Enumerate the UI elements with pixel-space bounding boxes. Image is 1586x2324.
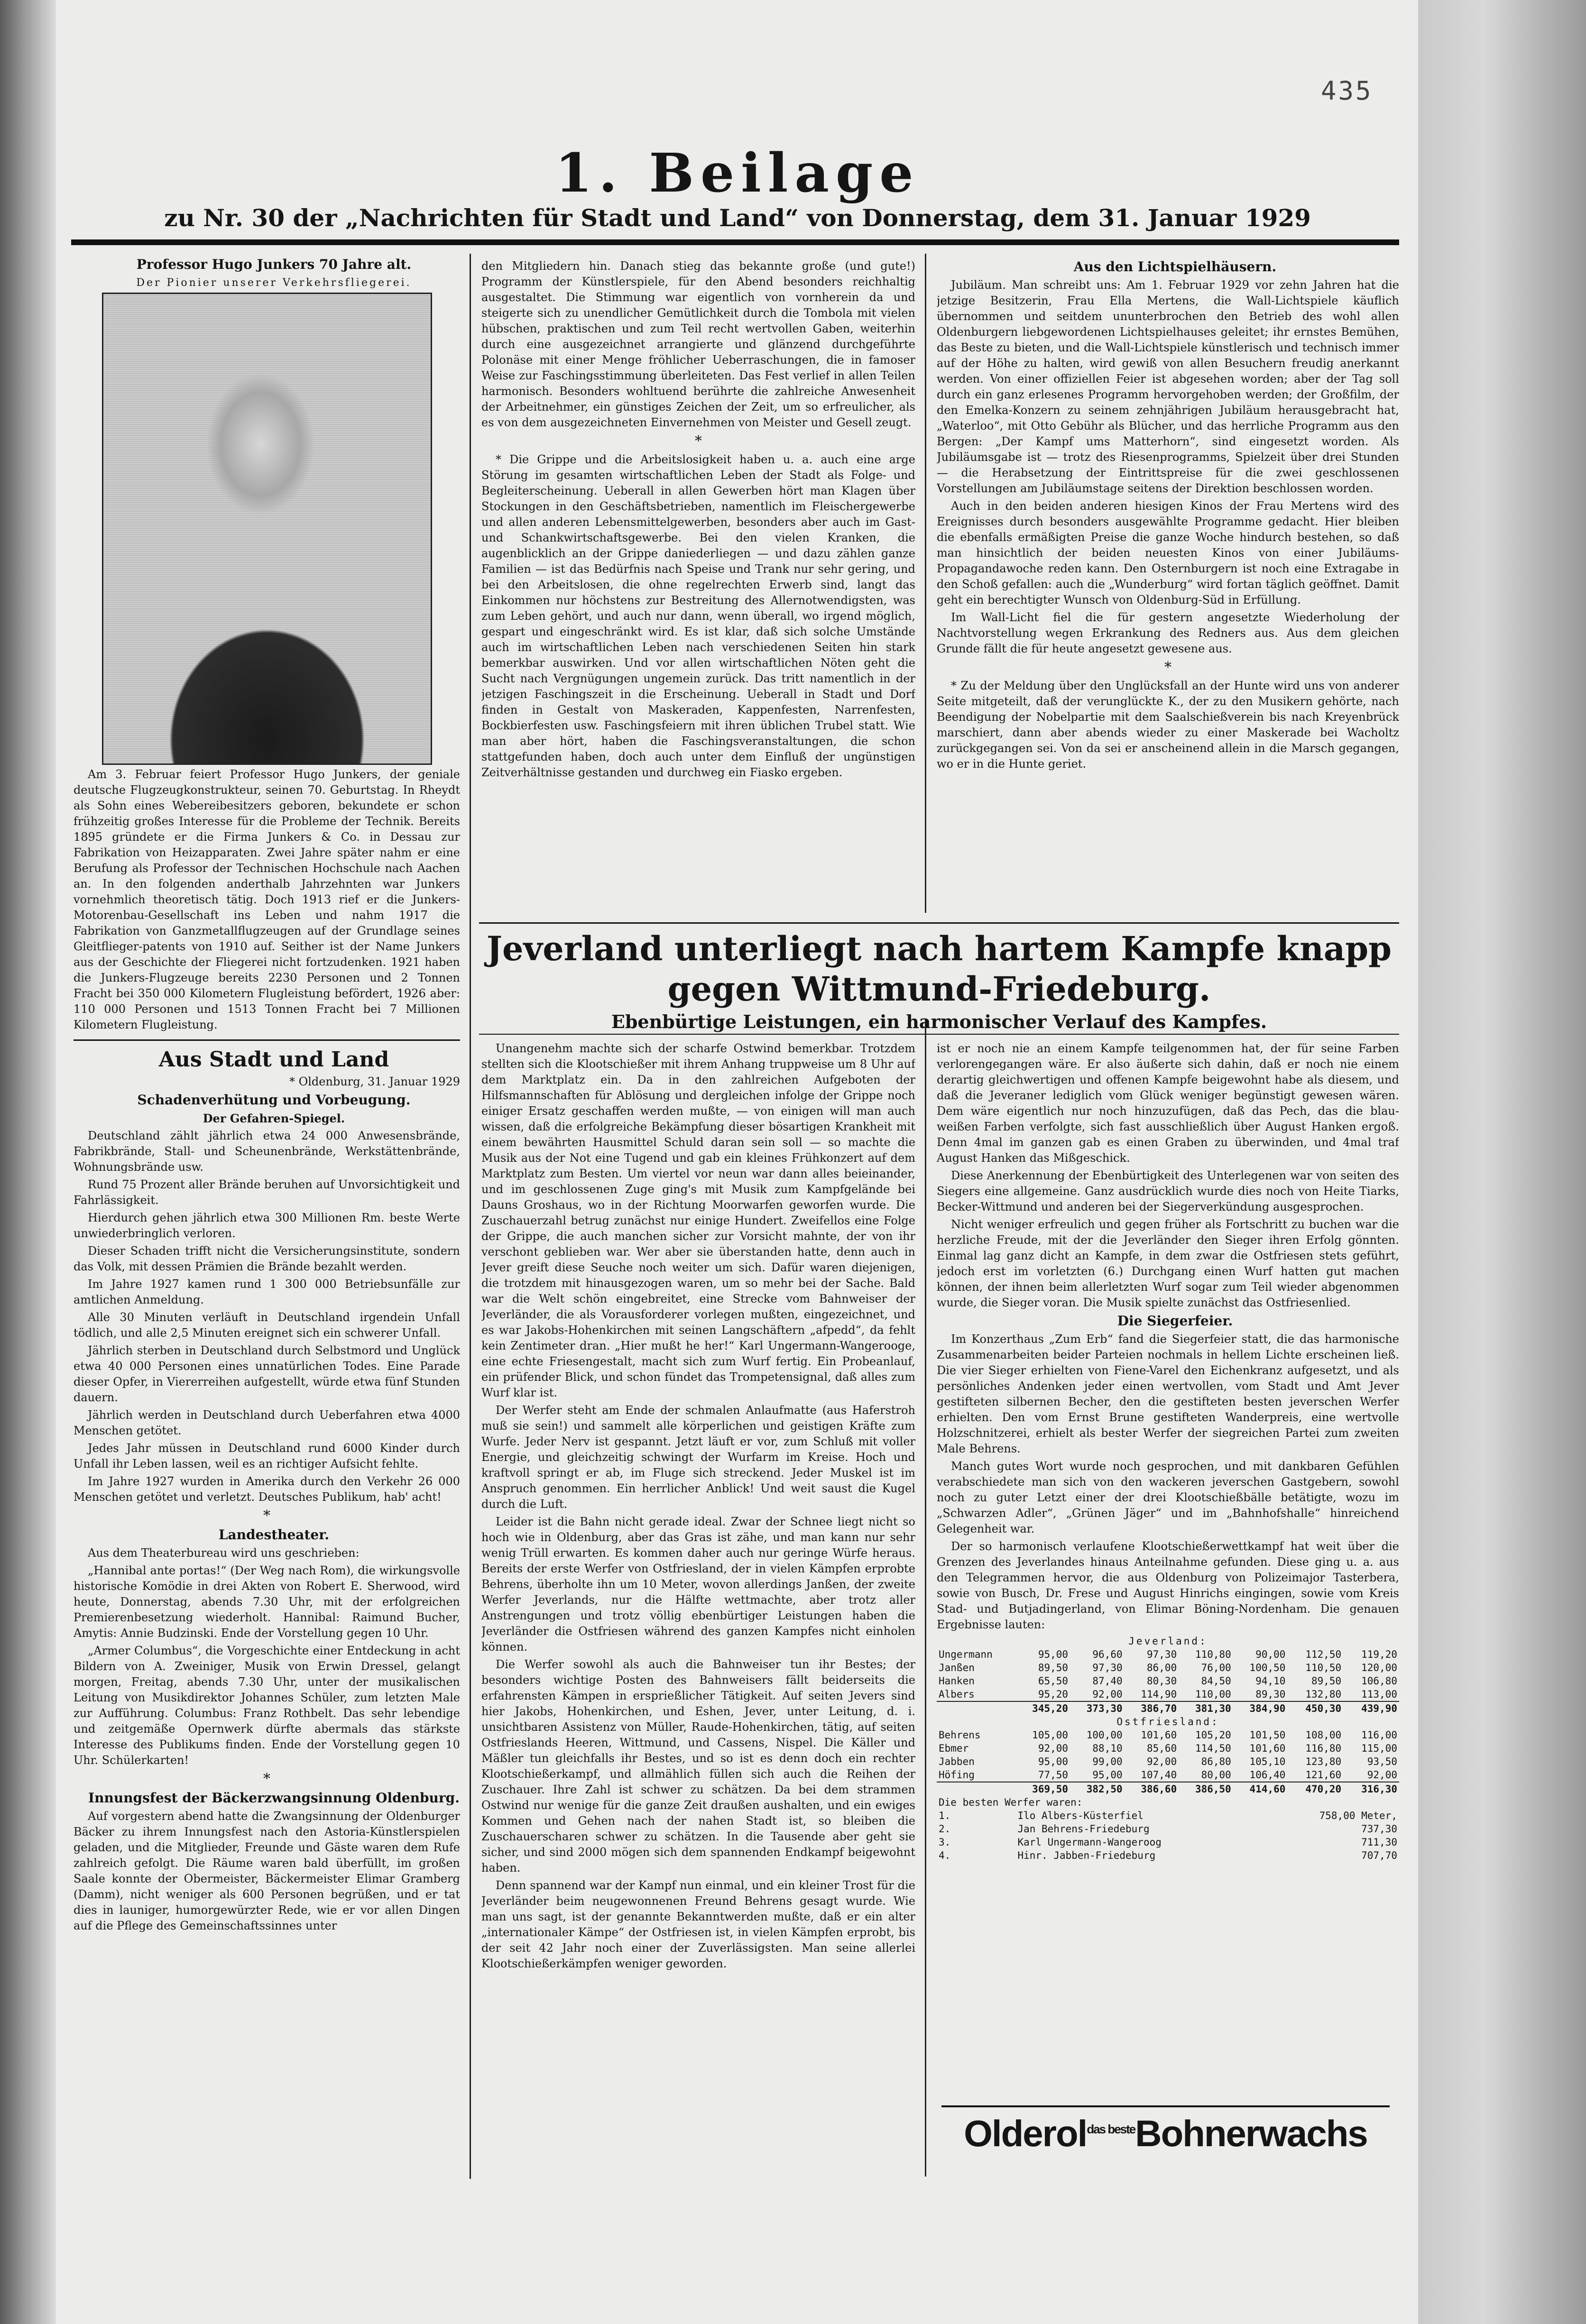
jever-team-label: Jeverland: <box>1128 1635 1208 1647</box>
schaden-paragraph: Jedes Jahr müssen in Deutschland rund 6000 Kinder durch Unfall ihr Leben lassen, weil es an richtiger Aufsicht fehlte. <box>74 1442 460 1470</box>
junkers-text: Am 3. Februar feiert Professor Hugo Junkers, der geniale deutsche Flugzeugkonstrukteur, seinen 70. Geburtstag. In Rheydt als Sohn eines Webereibesitzers geboren, bekundete er schon frühzeitig großes Interesse für die Probleme der Technik. Bereits 1895 gründete er die Firma Junkers & Co. in Dessau zur Fabrikation von Heizapparaten. Zwei Jahre später nahm er eine Berufung als Professor der Technischen Hochschule nach Aachen an. In den folgenden anderthalb Jahrzehnten war Junkers vornehmlich theoretisch tätig. Doch 1913 rief er die Junkers-Motorenbau-Gesellschaft ins Leben und nahm 1917 die Fabrikation von Ganzmetallflugzeugen auf der Grundlage seines Gleitflieger-patents von 1910 auf. Seither ist der Name Junkers aus der Geschichte der Fliegerei nicht fortzudenken. 1921 haben die Junkers-Flugzeuge bereits 2230 Personen und 2 Tonnen Fracht bei 350 000 Kilometern Flugleistung befördert, 1926 aber: 110 000 Personen und 1513 Tonnen Fracht bei 7 Millionen Kilometern Flugleistung. <box>74 768 460 1031</box>
lichtspiel-headline: Aus den Lichtspielhäusern. <box>1073 259 1277 275</box>
results-sum-row: 369,50 382,50 386,60 386,50 414,60 470,20 316,30 <box>937 1782 1399 1796</box>
schaden-subheadline: Der Gefahren-Spiegel. <box>203 1111 345 1125</box>
column-rule <box>925 254 926 913</box>
schaden-paragraph: Jährlich sterben in Deutschland durch Selbstmord und Unglück etwa 40 000 Personen eines unnatürlichen Todes. Eine Parade dieser Opfer, in Viererreihen aufgestellt, würde etwa fünf Stunden dauern. <box>74 1344 460 1404</box>
hunte-paragraph: * Zu der Meldung über den Unglücksfall an der Hunte wird uns von anderer Seite mitgeteilt, daß der verunglückte K., der zu den Musikern gehörte, nach Beendigung der Nobelpartie mit dem Saalschießverein bis nach Kreyenbrück marschiert, dann aber abends wieder zu einer Maskerade bei Wacholtz zurückgegangen sei. Von da sei er anscheinend allein in die Marsch gegangen, wo er in die Hunte geriet. <box>937 679 1399 771</box>
best-thrower-row: 4. Hinr. Jabben-Friedeburg 707,70 <box>939 1850 1397 1861</box>
section-rule <box>479 922 1399 924</box>
separator-star: * <box>263 1507 270 1524</box>
best-thrower-row: 2. Jan Behrens-Friedeburg 737,30 <box>939 1823 1397 1835</box>
theater-paragraph: „Armer Columbus“, die Vorgeschichte einer Entdeckung in acht Bildern von A. Zweiniger, Musik von Erwin Dressel, gelangt morgen, Freitag, abends 7.30 Uhr, unter der musikalischen Leitung von Musikdirektor Johannes Schüler, zum letzten Male zur Aufführung. Columbus: Franz Rothbelt. Das sehr lebendige und zeitgemäße Opernwerk dürfte abermals das stärkste Interesse des Publikums finden. Ende der Vorstellung gegen 10 Uhr. Schülerkarten! <box>74 1644 460 1767</box>
stadt-land-headline: Aus Stadt und Land <box>158 1047 389 1072</box>
adjacent-page-edge <box>1416 0 1586 2324</box>
schaden-paragraph: Hierdurch gehen jährlich etwa 300 Millionen Rm. beste Werte unwiederbringlich verloren. <box>74 1211 460 1240</box>
siegerfeier-headline: Die Siegerfeier. <box>1117 1313 1233 1329</box>
results-row: Jabben 95,00 99,00 92,00 86,80 105,10 123,80 93,50 <box>939 1756 1397 1767</box>
section-rule <box>74 1039 460 1041</box>
schaden-paragraph: Jährlich werden in Deutschland durch Ueberfahren etwa 4000 Menschen getötet. <box>74 1408 460 1437</box>
middle-upper-column <box>481 258 915 920</box>
header-rule <box>71 239 1399 245</box>
siegerfeier-paragraph: Im Konzerthaus „Zum Erb“ fand die Siegerfeier statt, die das harmonische Zusammenarbeiten beider Parteien nochmals in hellem Lichte erscheinen ließ. Die vier Sieger erhielten von Fiene-Varel den Eichenkranz aufgesetzt, und als persönliches Andenken jeder einen wertvollen, vom Stadt und Amt Jever gestifteten silbernen Becher, den die gestifteten besten jeverschen Werfer erhielten. Den vom Ernst Brune gestifteten Wanderpreis, eine wertvolle Holzschnitzerei, erhielt als bester Werfer der siegreichen Partei zum zweiten Male Behrens. <box>937 1332 1399 1455</box>
scan-margin <box>0 0 56 2324</box>
kloot-deck: Ebenbürtige Leistungen, ein harmonischer Verlauf des Kampfes. <box>611 1011 1267 1032</box>
schaden-paragraph: Im Jahre 1927 wurden in Amerika durch den Verkehr 26 000 Menschen getötet und verletzt. Deutsches Publikum, hab' acht! <box>74 1475 460 1504</box>
page-number: 435 <box>1321 76 1373 106</box>
separator-star: * <box>263 1771 270 1787</box>
kloot-paragraph: Nicht weniger erfreulich und gegen früher als Fortschritt zu buchen war die herzliche Freude, mit der die Jeverländer den Sieger ihren Erfolg gönnten. Einmal lag ganz dicht an Kampfe, in dem zwar die Ostfriesen stets geführt, jedoch erst im vorletzten (6.) Durchgang einen Wurf hatten gut machen können, der ihnen beim allerletzten Wurf sogar zum Teil wieder abgenommen wurde, die Sieger voran. Die Musik spielte zunächst das Ostfriesenlied. <box>937 1218 1399 1309</box>
kloot-paragraph: ist er noch nie an einem Kampfe teilgenommen hat, der für seine Farben verlorengegangen wäre. Er also äußerte sich dahin, daß er noch nie einem derartig gleichwertigen und offenen Kampfe beigewohnt habe als diesem, und daß die Jeveraner lediglich vom Glück weniger begünstigt gewesen wären. Dem wäre eigentlich nur noch hinzuzufügen, daß das Pech, das die blau-weißen Farben verfolgte, sich fast ausschließlich über August Hanken ergoß. Denn 4mal im ganzen gab es einen Graben zu überwinden, und 4mal traf August Hanken das Mißgeschick. <box>937 1042 1399 1165</box>
siegerfeier-paragraph: Der so harmonisch verlaufene Klootschießerwettkampf hat weit über die Grenzen des Jeverlandes hinaus Anteilnahme gefunden. Diese ging u. a. aus den Telegrammen hervor, die aus Oldenburg von Polizeimajor Tasterbera, sowie von Busch, Dr. Frese und August Hinrichs eingingen, sowie vom Kreis Stad- und Butjadingerland, von Elimar Böning-Nordenham. Die genauen Ergebnisse lauten: <box>937 1540 1399 1631</box>
schaden-headline: Schadenverhütung und Vorbeugung. <box>137 1092 411 1108</box>
innung-headline: Innungsfest der Bäckerzwangsinnung Oldenburg. <box>88 1790 460 1806</box>
theater-headline: Landestheater. <box>218 1527 330 1543</box>
left-column <box>74 256 460 2186</box>
best-thrower-row: 1. Ilo Albers-Küsterfiel 758,00 Meter, <box>939 1810 1397 1821</box>
ad-tagline: das beste <box>1087 2122 1135 2136</box>
junkers-headline: Professor Hugo Junkers 70 Jahre alt. <box>136 257 412 272</box>
theater-paragraph: „Hannibal ante portas!“ (Der Weg nach Rom), die wirkungsvolle historische Komödie in drei Akten von Robert E. Sherwood, wird heute, Donnerstag, abends 7.30 Uhr, mit der erfolgreichen Premierenbesetzung wiederholt. Hannibal: Raimund Bucher, Amytis: Annie Budzinski. Ende der Vorstellung gegen 10 Uhr. <box>74 1564 460 1640</box>
right-upper-column <box>937 258 1399 918</box>
theater-paragraph: Aus dem Theaterbureau wird uns geschrieben: <box>88 1546 360 1560</box>
results-row: Behrens 105,00 100,00 101,60 105,20 101,50 108,00 116,00 <box>939 1729 1397 1741</box>
schaden-paragraph: Rund 75 Prozent aller Brände beruhen auf Unvorsichtigkeit und Fahrlässigkeit. <box>74 1178 460 1207</box>
dateline: * Oldenburg, 31. Januar 1929 <box>289 1075 460 1088</box>
results-row: Albers 95,20 92,00 114,90 110,00 89,30 132,80 113,00 <box>939 1689 1397 1700</box>
section-rule <box>479 1034 1399 1035</box>
column-rule <box>925 1020 926 2177</box>
kloot-right-column <box>937 1041 1399 2084</box>
separator-star: * <box>1164 659 1171 676</box>
best-throwers-label: Die besten Werfer waren: <box>939 1797 1083 1808</box>
schaden-paragraph: Alle 30 Minuten verläuft in Deutschland irgendein Unfall tödlich, und alle 2,5 Minuten ereignet sich ein schwerer Unfall. <box>74 1311 460 1340</box>
grippe-paragraph: * Die Grippe und die Arbeitslosigkeit haben u. a. auch eine arge Störung im gesamten wirtschaftlichen Leben der Stadt als Folge- und Begleiterscheinung. Ueberall in allen Gewerben hört man Klagen über Stockungen in den Geschäftsbetrieben, namentlich im Fleischergewerbe und allen anderen Lebensmittelgewerben, besonders aber auch im Gast- und Schankwirtschaftsgewerbe. Bei den vielen Kranken, die augenblicklich an der Grippe daniederliegen — und dazu zählen ganze Familien — ist das Bedürfnis nach Speise und Trank nur sehr gering, und bei den Arbeitslosen, die ohne regelrechten Erwerb sind, langt das Einkommen nur höchstens zur Bestreitung des Allernotwendigsten, was zum Leben gehört, und auch nur dann, wenn überall, wo irgend möglich, gespart und eingeschränkt wird. Es ist klar, daß sich solche Umstände auch im wirtschaftlichen Leben nach verschiedenen Seiten hin stark bemerkbar auswirken. Und vor allen wirtschaftlichen Nöten geht die Sucht nach Vergnügungen ungemein zurück. Das tritt namentlich in der jetzigen Faschingszeit in die Erscheinung. Ueberall in Stadt und Dorf finden in Gestalt von Maskeraden, Kappenfesten, Narrenfesten, Bockbierfesten usw. Faschingsfeiern mit ihren üblichen Trubel statt. Wie man aber hört, haben die Faschingsveranstaltungen, die schon stattgefunden haben, doch auch unter dem Einfluß der ungünstigen Zeitverhältnisse gestanden und durchweg ein Fiasko ergeben. <box>481 453 915 779</box>
column-rule <box>470 254 471 2179</box>
lichtspiel-paragraph: Auch in den beiden anderen hiesigen Kinos der Frau Mertens wird des Ereignisses durch besonders ausgewählte Programme gedacht. Hier bleiben die ebenfalls ermäßigten Preise die ganze Woche hindurch bestehen, so daß man hinsichtlich der beiden neuesten Kinos von einer Jubiläums-Propagandawoche reden kann. Den Osternburgern ist noch eine Extragabe in den Schoß gefallen: auch die „Wunderburg“ wird fortan täglich geöffnet. Damit geht ein berechtigter Wunsch von Oldenburg-Süd in Erfüllung. <box>937 499 1399 606</box>
supplement-title: 1. Beilage <box>555 142 920 204</box>
lichtspiel-paragraph: Jubiläum. Man schreibt uns: Am 1. Februar 1929 vor zehn Jahren hat die jetzige Besitzerin, Frau Ella Mertens, die Wall-Lichtspiele käuflich übernommen und seitdem ununterbrochen den Betrieb des wohl allen Oldenburgern liebgewordenen Lichtspielhauses geleitet; ihr ernstes Bemühen, das Beste zu bieten, und die Wall-Lichtspiele künstlerisch und technisch immer auf der Höhe zu halten, wird gewiß von allen Besuchern freudig anerkannt werden. Von einer offiziellen Feier ist abgesehen worden; aber der Tag soll durch ein ganz erlesenes Programm hervorgehoben werden; der Großfilm, der den Emelka-Konzern zu seinem zehnjährigen Jubiläum herausgebracht hat, „Waterloo“, mit Otto Gebühr als Blücher, und das herrliche Programm aus den Bergen: „Der Kampf ums Matterhorn“, sind eingesetzt worden. Als Jubiläumsgabe ist — trotz des Riesenprogramms, Spielzeit über drei Stunden — die Herabsetzung der Eintrittspreise für die zwei geschlossenen Vorstellungen am Jubiläumstage seitens der Direktion beschlossen worden. <box>937 278 1399 495</box>
kloot-paragraph: Der Werfer steht am Ende der schmalen Anlaufmatte (aus Haferstroh muß sie sein!) und sammelt alle körperlichen und geistigen Kräfte zum Wurfe. Jeder Nerv ist gespannt. Jetzt läuft er vor, zum Schluß mit voller Energie, und gleichzeitig schwingt der Wurfarm im Kreise. Hoch und kraftvoll springt er ab, im Fluge sich streckend. Jeder Muskel ist im Anspruch genommen. Ein herrlicher Anblick! Und weit saust die Kugel durch die Luft. <box>481 1404 915 1511</box>
schaden-paragraph: Deutschland zählt jährlich etwa 24 000 Anwesensbrände, Fabrikbrände, Stall- und Scheunenbrände, Werkstättenbrände, Wohnungsbrände usw. <box>74 1129 460 1174</box>
results-table <box>937 1635 1399 1862</box>
best-thrower-row: 3. Karl Ungermann-Wangeroog 711,30 <box>939 1837 1397 1848</box>
kloot-headline-line1: Jeverland unterliegt nach hartem Kampfe knapp <box>486 929 1392 968</box>
olderol-advertisement <box>941 2105 1390 2178</box>
siegerfeier-paragraph: Manch gutes Wort wurde noch gesprochen, und mit dankbaren Gefühlen verabschiedete man sich von den wackeren jeverschen Gastgebern, sowohl noch zu guter Letzt einer der drei Klootschießbälle betätigte, wozu im „Schwarzen Adler“, „Grünen Jäger“ und im „Bahnhofshalle“ hinreichend Gelegenheit war. <box>937 1460 1399 1535</box>
kloot-paragraph: Leider ist die Bahn nicht gerade ideal. Zwar der Schnee liegt nicht so hoch wie in Oldenburg, aber das Gras ist zähe, und man kann nur sehr wenig Trüll erwarten. Es kommen daher auch nur geringe Würfe heraus. Bereits der erste Werfer von Ostfriesland, der in vielen Kämpfen erprobte Behrens, überholte ihn um 10 Meter, wovon allerdings Janßen, der zweite Werfer Jeverlands, nur die Hälfte wettmachte, aber trotz aller Anstrengungen und trotz völlig ebenbürtiger Leistungen haben die Jeverländer die Ostfriesen während des ganzen Kampfes nicht einholen können. <box>481 1515 915 1653</box>
innung-continuation: den Mitgliedern hin. Danach stieg das bekannte große (und gute!) Programm der Künstlerspiele, für den Abend besonders reichhaltig ausgestaltet. Die Stimmung war eigentlich von vornherein da und steigerte sich zu unendlicher Gemütlichkeit durch die Tombola mit vielen hübschen, praktischen und zum Teil recht wertvollen Gaben, weiterhin durch eine ausgezeichnet arrangierte und glänzend durchgeführte Polonäse mit einer Menge fröhlicher Ueberraschungen, die in famoser Weise zur Faschingsstimmung überleiteten. Das Fest verlief in allen Teilen harmonisch. Besonders wohltuend berührte die zahlreiche Anwesenheit der Arbeitnehmer, ein günstiges Zeichen der Zeit, um so erfreulicher, als es von dem ausgezeichneten Einvernehmen von Meister und Gesell zeugt. <box>481 259 915 429</box>
schaden-paragraph: Im Jahre 1927 kamen rund 1 300 000 Betriebsunfälle zur amtlichen Anmeldung. <box>74 1277 460 1306</box>
innung-text: Auf vorgestern abend hatte die Zwangsinnung der Oldenburger Bäcker zu ihrem Innungsfest nach den Astoria-Künstlerspielen geladen, und die Mitglieder, Freunde und Gäste waren dem Rufe zahlreich gefolgt. Die Räume waren bald überfüllt, im großen Saale konnte der Obermeister, Bäckermeister Elimar Gramberg (Damm), nicht weniger als 600 Personen begrüßen, und er tat dies in launiger, humorgewürzter Rede, wie er vor allen Dingen auf die Pflege des Gemeinschaftssinnes unter <box>74 1810 460 1932</box>
lichtspiel-paragraph: Im Wall-Licht fiel die für gestern angesetzte Wiederholung der Nachtvorstellung wegen Erkrankung des Redners aus. Aus dem gleichen Grunde fällt die für heute angesetzt gewesene aus. <box>937 611 1399 655</box>
kloot-left-column <box>481 1041 915 2177</box>
ad-brand: Olderol <box>964 2113 1087 2154</box>
results-row: Ungermann 95,00 96,60 97,30 110,80 90,00 112,50 119,20 <box>939 1649 1397 1660</box>
ad-product: Bohnerwachs <box>1135 2113 1367 2154</box>
results-row: Hanken 65,50 87,40 80,30 84,50 94,10 89,50 106,80 <box>939 1675 1397 1687</box>
results-row: Ebmer 92,00 88,10 85,60 114,50 101,60 116,80 115,00 <box>939 1743 1397 1754</box>
kloot-headline-line2: gegen Wittmund-Friedeburg. <box>667 969 1211 1009</box>
kloot-paragraph: Denn spannend war der Kampf nun einmal, und ein kleiner Trost für die Jeverländer beim neugewonnenen Freund Behrens gesagt wurde. Wie man uns sagt, ist der genannte Bekanntwerden mußte, daß er ein alter „internationaler Kämpe“ der Ostfriesen ist, in vielen Kämpfen erprobt, bis der seit 42 Jahr noch einer der Zuverlässigsten. Man seine allerlei Klootschießerkämpfen weniger geworden. <box>481 1879 915 1970</box>
kloot-paragraph: Diese Anerkennung der Ebenbürtigkeit des Unterlegenen war von seiten des Siegers eine allgemeine. Ganz ausdrücklich wurde dies noch von Heite Tiarks, Becker-Wittmund und anderen bei der Siegerverkündung ausgesprochen. <box>937 1169 1399 1213</box>
supplement-subline: zu Nr. 30 der „Nachrichten für Stadt und Land“ von Donnerstag, dem 31. Januar 1929 <box>164 204 1311 232</box>
results-sum-row: 345,20 373,30 386,70 381,30 384,90 450,30 439,90 <box>937 1701 1399 1715</box>
ost-team-label: Ostfriesland: <box>1116 1716 1219 1727</box>
kloot-paragraph: Die Werfer sowohl als auch die Bahnweiser tun ihr Bestes; der besonders wichtige Posten des Bahnweisers fällt beiderseits die erfahrensten Kämpen in ersprießlicher Tätigkeit. Auf seiten Jevers sind hier Jakobs, Hohenkirchen, und Eshen, Jever, unter Leitung, d. i. unsichtbaren Assistenz von Müller, Raude-Hohenkirchen, tätig, auf seiten Ostfrieslands Heeren, Wittmund, und Cassens, Nispel. Die Käller und Mäßler tun gleichfalls ihr Bestes, und so ist es denn doch ein rechter Klootschießerkampf, und allmählich füllen sich auch die Reihen der Zuschauer. Ihre Zahl ist schwer zu schätzen. Da bei dem strammen Ostwind nur wenige für die ganze Zeit draußen aushalten, und ein ewiges Kommen und Gehen nach der nahen Stadt ist, so bleiben die Zuschauerscharen schwer zu schätzen. In die Tausende aber geht sie sicher, und sind 2000 mögen sich dem spannenden Endkampf beigewohnt haben. <box>481 1658 915 1874</box>
schaden-paragraph: Dieser Schaden trifft nicht die Versicherungsinstitute, sondern das Volk, mit dessen Prämien die Brände bezahlt werden. <box>74 1244 460 1273</box>
results-row: Janßen 89,50 97,30 86,00 76,00 100,50 110,50 120,00 <box>939 1662 1397 1673</box>
junkers-portrait-photo <box>102 293 432 765</box>
kloot-paragraph: Unangenehm machte sich der scharfe Ostwind bemerkbar. Trotzdem stellten sich die Klootschießer mit ihrem Anhang truppweise um 8 Uhr auf dem Marktplatz ein. Da in den zahlreichen Aufgeboten der Hilfsmannschaften für Ablösung und dergleichen infolge der Grippe noch einiger Ersatz geschaffen werden mußte, — von einigen will man auch wissen, daß die erfolgreiche Bekämpfung dieser bösartigen Krankheit mit einem bewährten Hausmittel Schuld daran sein soll — so machte die Musik aus der Not eine Tugend und gab ein kleines Frühkonzert auf dem Marktplatz zum Besten. Um viertel vor neun war dann alles beieinander, und im geschlossenen Zuge ging's mit Musik zum Kampfgelände bei Dauns Groshaus, wo in der Richtung Moorwarfen geworfen wurde. Die Zuschauerzahl betrug zunächst nur einige Hundert. Zweifellos eine Folge der Grippe, die auch manchen sicher zur Vorsicht mahnte, der von ihr verschont geblieben war. Wer aber sie überstanden hatte, denn auch in Jever greift diese Seuche noch weiter um sich. Dafür waren diejenigen, die trotzdem mit hinausgezogen waren, um so mehr bei der Sache. Bald war die Welt schön eingebreitet, eine Strecke vom Bahnweiser der Jeverländer, die als Vorausforderer vorlegen mußten, eingezeichnet, und es war Jakobs-Hohenkirchen mit seinen Langschäftern „afpedd“, da fehlt kein Zentimeter dran. „Hier mußt he her!“ Karl Ungermann-Wangerooge, eine echte Friesengestalt, macht sich zum Wurf fertig. Ein Probeanlauf, ein prüfender Blick, und schon fündet das Trompetensignal, daß alles zum Wurf klar ist. <box>481 1042 915 1399</box>
results-row: Höfing 77,50 95,00 107,40 80,00 106,40 121,60 92,00 <box>939 1769 1397 1781</box>
junkers-subheadline: Der Pionier unserer Verkehrsfliegerei. <box>136 277 412 289</box>
separator-star: * <box>695 433 702 450</box>
